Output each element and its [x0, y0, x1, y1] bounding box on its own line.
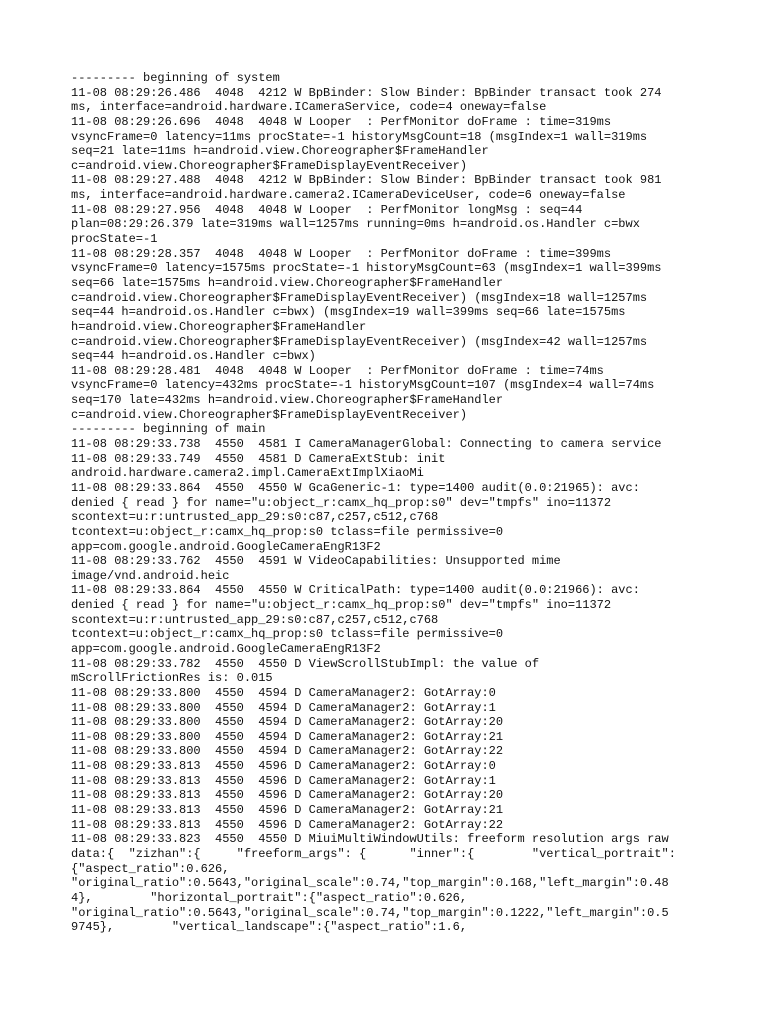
log-line: 11-08 08:29:27.956 4048 4048 W Looper : PerfMonitor longMsg : seq=44: [71, 202, 583, 217]
log-line: c=android.view.Choreographer$FrameDisplayEventReceiver): [71, 407, 468, 422]
log-line: 11-08 08:29:33.749 4550 4581 D CameraExtStub: init: [71, 451, 446, 466]
log-line: 11-08 08:29:27.488 4048 4212 W BpBinder: Slow Binder: BpBinder transact took 981: [71, 173, 662, 188]
log-line: android.hardware.camera2.impl.CameraExtImplXiaoMi: [71, 466, 424, 481]
log-line: 11-08 08:29:33.823 4550 4550 D MiuiMultiWindowUtils: freeform resolution args raw: [71, 832, 669, 847]
log-line: 11-08 08:29:28.357 4048 4048 W Looper : PerfMonitor doFrame : time=399ms: [71, 246, 612, 261]
log-line: 11-08 08:29:33.864 4550 4550 W GcaGeneric-1: type=1400 audit(0.0:21965): avc:: [71, 480, 640, 495]
log-line: h=android.view.Choreographer$FrameHandler: [71, 319, 367, 334]
log-line: 11-08 08:29:33.813 4550 4596 D CameraManager2: GotArray:22: [71, 817, 504, 832]
log-line: 11-08 08:29:33.782 4550 4550 D ViewScrollStubImpl: the value of: [71, 656, 540, 671]
log-line: c=android.view.Choreographer$FrameDisplayEventReceiver) (msgIndex=18 wall=1257ms: [71, 290, 648, 305]
log-line: plan=08:29:26.379 late=319ms wall=1257ms running=0ms h=android.os.Handler c=bwx: [71, 217, 640, 232]
log-line: seq=44 h=android.os.Handler c=bwx) (msgIndex=19 wall=399ms seq=66 late=1575ms: [71, 305, 626, 320]
log-line: ms, interface=android.hardware.ICameraService, code=4 oneway=false: [71, 100, 547, 115]
log-line: app=com.google.android.GoogleCameraEngR13F2: [71, 539, 381, 554]
log-line: ms, interface=android.hardware.camera2.ICameraDeviceUser, code=6 oneway=false: [71, 188, 626, 203]
log-text-block: [71, 71, 711, 935]
log-line: 11-08 08:29:33.813 4550 4596 D CameraManager2: GotArray:21: [71, 803, 504, 818]
log-line: 11-08 08:29:33.800 4550 4594 D CameraManager2: GotArray:1: [71, 700, 496, 715]
log-line: vsyncFrame=0 latency=11ms procState=-1 historyMsgCount=18 (msgIndex=1 wall=319ms: [71, 129, 648, 144]
log-line: vsyncFrame=0 latency=432ms procState=-1 historyMsgCount=107 (msgIndex=4 wall=74ms: [71, 378, 655, 393]
log-line: denied { read } for name="u:object_r:camx_hq_prop:s0" dev="tmpfs" ino=11372: [71, 598, 612, 613]
log-line: data:{ "zizhan":{ "freeform_args": { "inner":{ "vertical_portrait":: [71, 846, 676, 861]
log-line: 11-08 08:29:33.800 4550 4594 D CameraManager2: GotArray:21: [71, 729, 504, 744]
log-line: vsyncFrame=0 latency=1575ms procState=-1 historyMsgCount=63 (msgIndex=1 wall=399ms: [71, 261, 662, 276]
log-line: seq=170 late=432ms h=android.view.Choreographer$FrameHandler: [71, 393, 504, 408]
log-line: 11-08 08:29:26.696 4048 4048 W Looper : PerfMonitor doFrame : time=319ms: [71, 114, 612, 129]
log-line: 11-08 08:29:33.800 4550 4594 D CameraManager2: GotArray:20: [71, 715, 504, 730]
log-line: tcontext=u:object_r:camx_hq_prop:s0 tclass=file permissive=0: [71, 524, 504, 539]
log-line: scontext=u:r:untrusted_app_29:s0:c87,c257,c512,c768: [71, 510, 439, 525]
log-line: 9745}, "vertical_landscape":{"aspect_ratio":1.6,: [71, 920, 468, 935]
log-line: 11-08 08:29:33.864 4550 4550 W CriticalPath: type=1400 audit(0.0:21966): avc:: [71, 583, 640, 598]
log-line: app=com.google.android.GoogleCameraEngR13F2: [71, 641, 381, 656]
log-line: mScrollFrictionRes is: 0.015: [71, 671, 273, 686]
log-line: seq=66 late=1575ms h=android.view.Choreographer$FrameHandler: [71, 275, 504, 290]
log-line: 11-08 08:29:28.481 4048 4048 W Looper : PerfMonitor doFrame : time=74ms: [71, 363, 604, 378]
log-line: seq=44 h=android.os.Handler c=bwx): [71, 349, 316, 364]
log-line: 11-08 08:29:33.800 4550 4594 D CameraManager2: GotArray:0: [71, 685, 496, 700]
log-line: procState=-1: [71, 232, 158, 247]
log-line: 11-08 08:29:26.486 4048 4212 W BpBinder: Slow Binder: BpBinder transact took 274: [71, 85, 662, 100]
log-line: --------- beginning of system: [71, 71, 280, 85]
log-line: 11-08 08:29:33.800 4550 4594 D CameraManager2: GotArray:22: [71, 744, 504, 759]
log-line: 11-08 08:29:33.813 4550 4596 D CameraManager2: GotArray:20: [71, 788, 504, 803]
log-line: c=android.view.Choreographer$FrameDisplayEventReceiver) (msgIndex=42 wall=1257ms: [71, 334, 648, 349]
log-line: scontext=u:r:untrusted_app_29:s0:c87,c257,c512,c768: [71, 612, 439, 627]
log-line: 11-08 08:29:33.762 4550 4591 W VideoCapabilities: Unsupported mime: [71, 554, 561, 569]
log-line: tcontext=u:object_r:camx_hq_prop:s0 tclass=file permissive=0: [71, 627, 504, 642]
log-line: denied { read } for name="u:object_r:camx_hq_prop:s0" dev="tmpfs" ino=11372: [71, 495, 612, 510]
log-line: "original_ratio":0.5643,"original_scale":0.74,"top_margin":0.168,"left_margin":0.48: [71, 876, 669, 891]
log-line: c=android.view.Choreographer$FrameDisplayEventReceiver): [71, 158, 468, 173]
log-line: image/vnd.android.heic: [71, 568, 230, 583]
log-line: 11-08 08:29:33.738 4550 4581 I CameraManagerGlobal: Connecting to camera service: [71, 437, 662, 452]
log-line: "original_ratio":0.5643,"original_scale":0.74,"top_margin":0.1222,"left_margin":0.5: [71, 905, 669, 920]
log-line: {"aspect_ratio":0.626,: [71, 861, 230, 876]
log-line: --------- beginning of main: [71, 422, 266, 437]
log-line: 11-08 08:29:33.813 4550 4596 D CameraManager2: GotArray:1: [71, 773, 496, 788]
log-line: 4}, "horizontal_portrait":{"aspect_ratio":0.626,: [71, 890, 468, 905]
log-line: seq=21 late=11ms h=android.view.Choreographer$FrameHandler: [71, 144, 489, 159]
log-line: 11-08 08:29:33.813 4550 4596 D CameraManager2: GotArray:0: [71, 759, 496, 774]
